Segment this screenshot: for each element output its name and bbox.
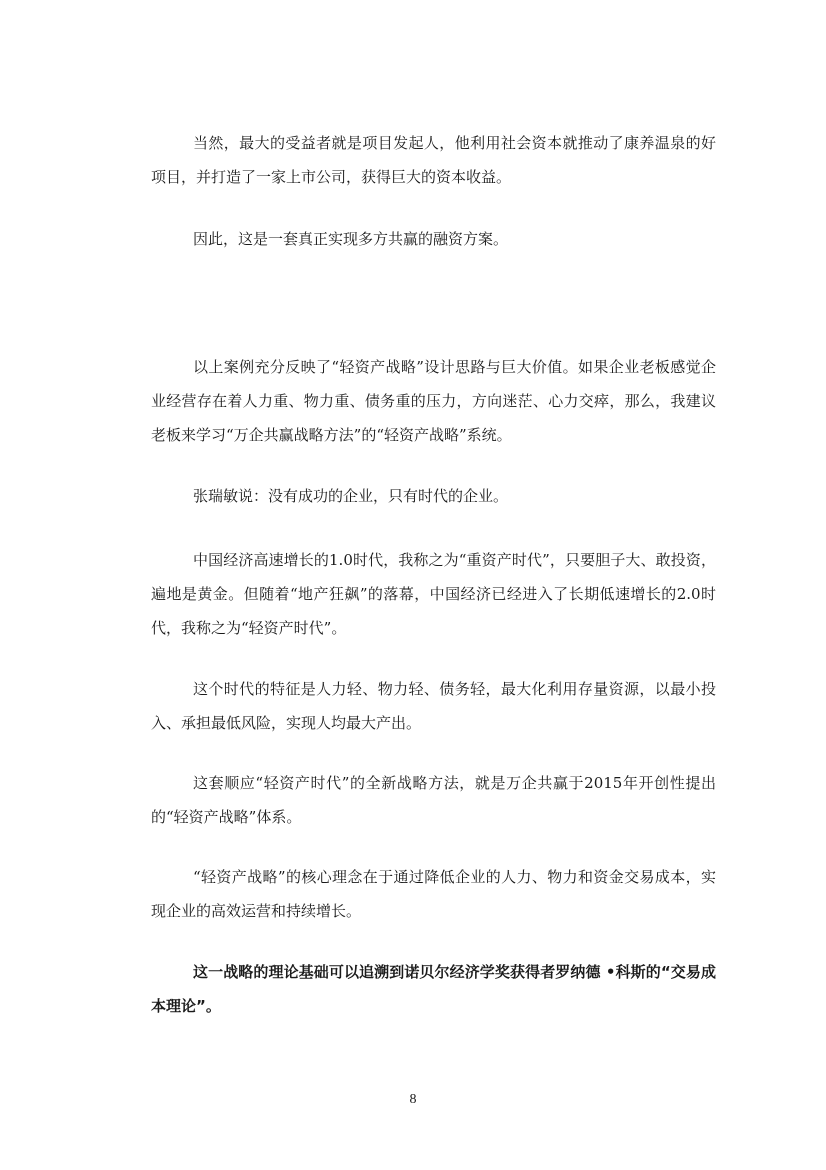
paragraph-win-win: 因此，这是一套真正实现多方共赢的融资方案。 <box>193 230 509 248</box>
paragraph-era-features: 这个时代的特征是人力轻、物力轻、债务轻，最大化利用存量资源，以最小投入、承担最低风险，实现人均最大产出。 <box>151 680 716 732</box>
paragraph-case-summary: 以上案例充分反映了“轻资产战略”设计思路与巨大价值。如果企业老板感觉企业经营存在着人力重、物力重、债务重的压力，方向迷茫、心力交瘁，那么，我建议老板来学习“万企共赢战略方法”的“轻资产战略”系统。 <box>151 358 716 444</box>
paragraph-quote: 张瑞敏说：没有成功的企业，只有时代的企业。 <box>193 487 509 505</box>
paragraph-era-1: 中国经济高速增长的1.0时代，我称之为“重资产时代”，只要胆子大、敢投资，遍地是黄金。但随着“地产狂飙”的落幕，中国经济已经进入了长期低速增长的2.0时代，我称之为“轻资产时代”。 <box>151 551 716 637</box>
page-number: 8 <box>409 1092 417 1107</box>
paragraph-beneficiary: 当然，最大的受益者就是项目发起人，他利用社会资本就推动了康养温泉的好项目，并打造了一家上市公司，获得巨大的资本收益。 <box>151 134 716 186</box>
paragraph-core-concept: “轻资产战略”的核心理念在于通过降低企业的人力、物力和资金交易成本，实现企业的高效运营和持续增长。 <box>151 868 716 920</box>
paragraph-strategy-system: 这套顺应“轻资产时代”的全新战略方法，就是万企共赢于2015年开创性提出的“轻资产战略”体系。 <box>151 774 716 826</box>
paragraph-theory-basis: 这一战略的理论基础可以追溯到诺贝尔经济学奖获得者罗纳德 •科斯的“交易成本理论”。 <box>151 963 716 1015</box>
